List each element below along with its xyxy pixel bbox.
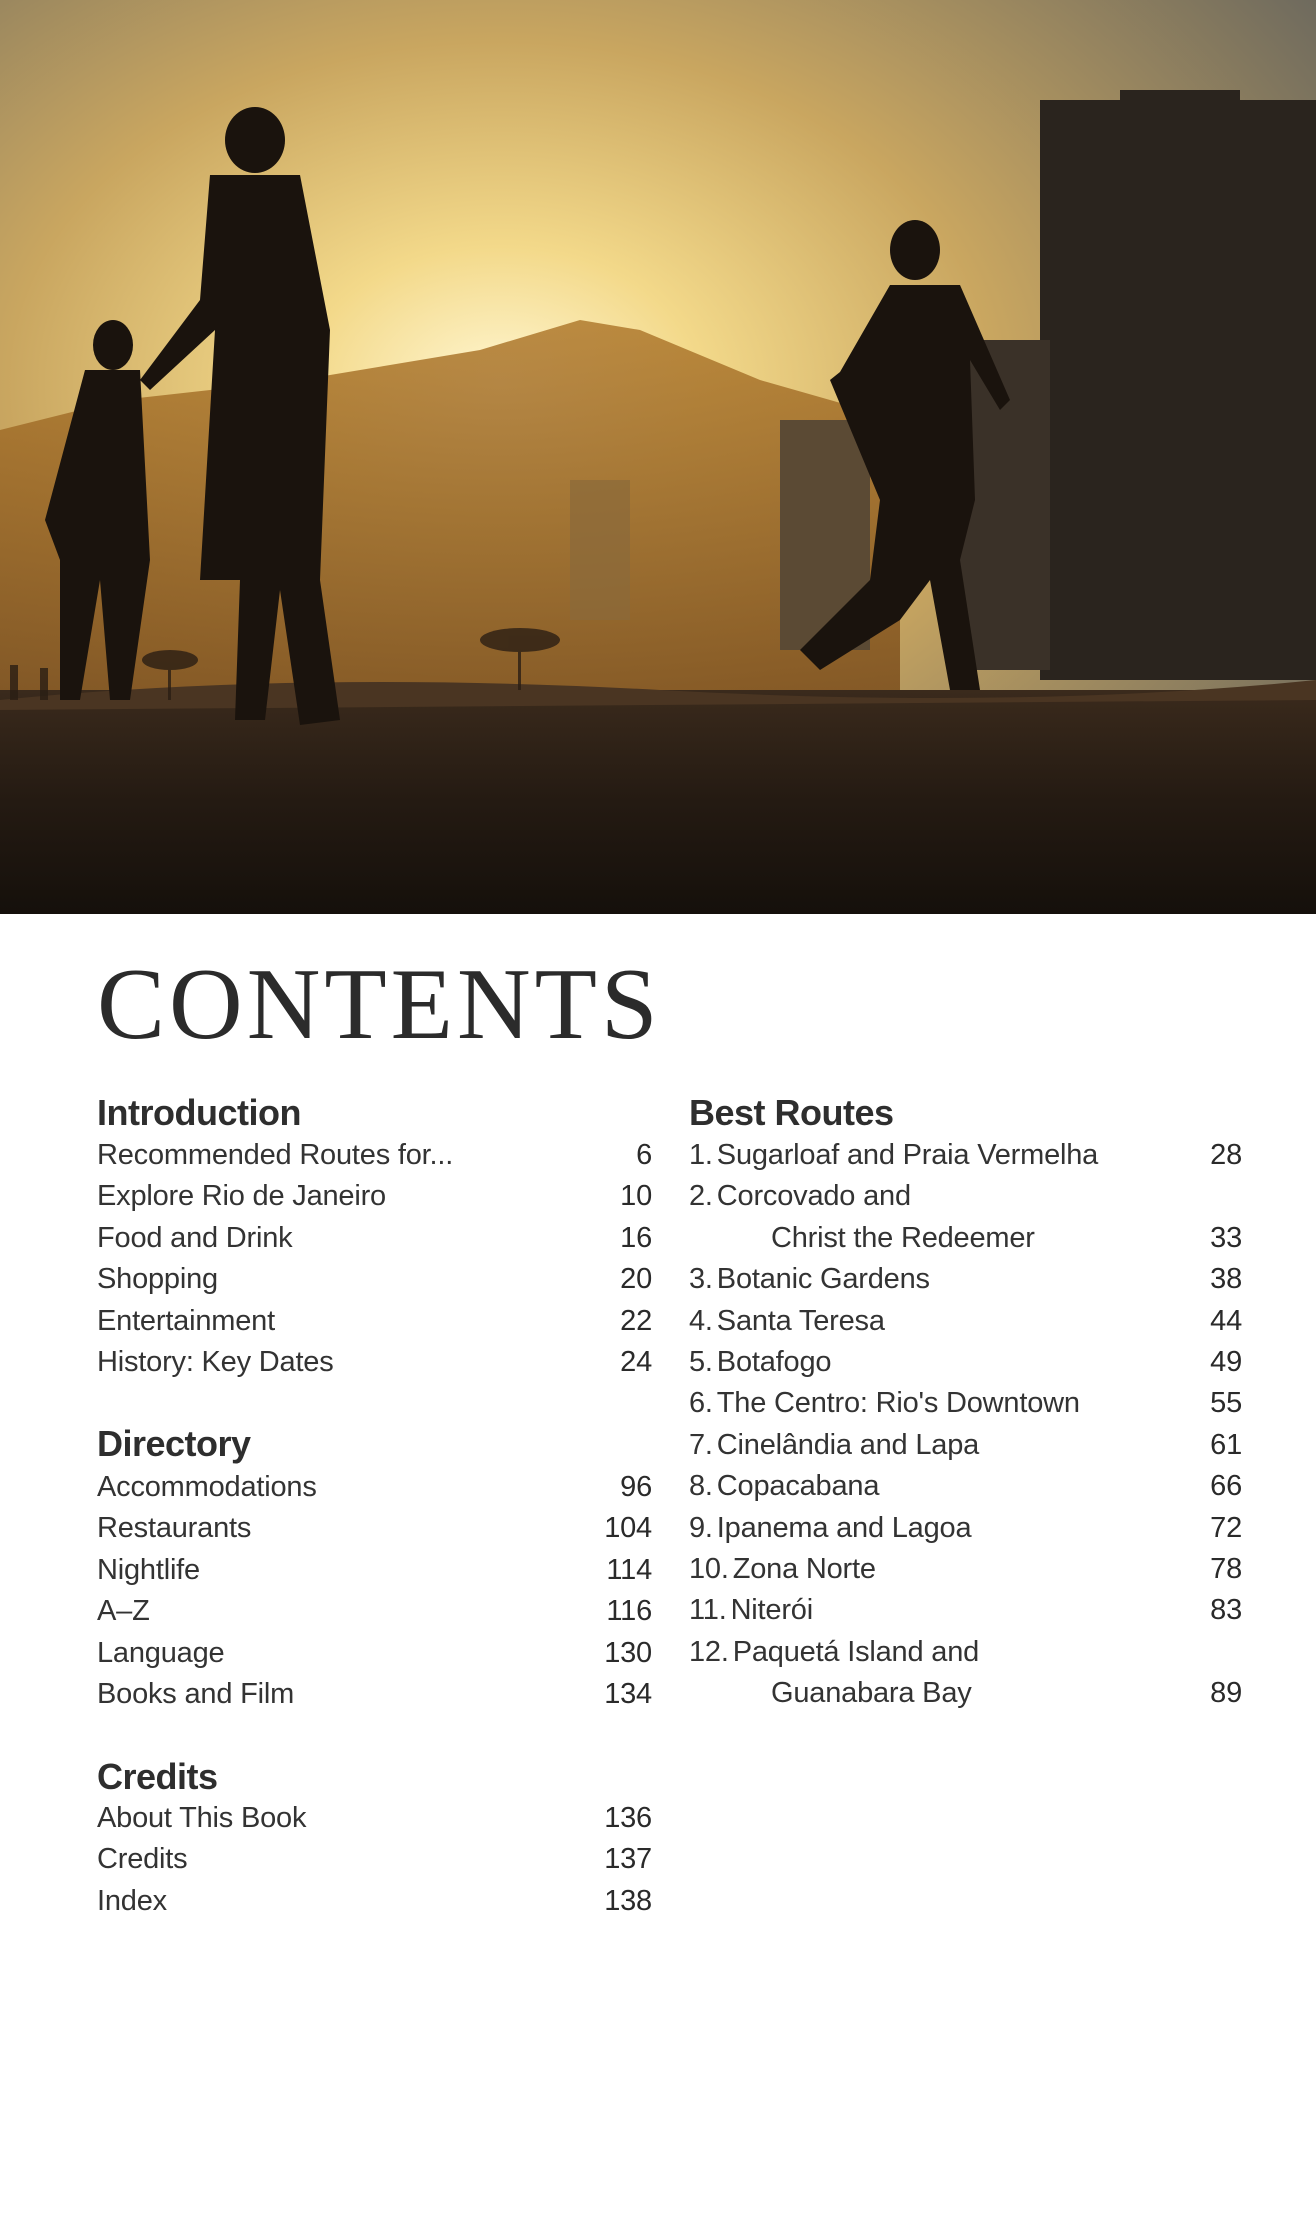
route-title: Botafogo	[716, 1346, 832, 1378]
contents-title: CONTENTS	[97, 948, 662, 1061]
toc-entry-label: Language	[97, 1636, 225, 1669]
toc-entry-label: History: Key Dates	[97, 1346, 334, 1378]
toc-page-number: 136	[604, 1802, 652, 1834]
toc-page-number: 116	[606, 1595, 652, 1628]
toc-page-number: 114	[606, 1553, 652, 1586]
route-title: Paquetá Island and	[732, 1635, 980, 1668]
toc-entry-label: Nightlife	[97, 1553, 200, 1586]
toc-page-number: 55	[1210, 1387, 1242, 1420]
toc-entry-label: Index	[97, 1884, 167, 1917]
toc-entry[interactable]	[97, 1467, 652, 1508]
toc-entry[interactable]	[689, 1508, 1242, 1549]
toc-entry[interactable]	[689, 1135, 1242, 1176]
toc-entry-label: Recommended Routes for...	[97, 1139, 454, 1171]
route-number: 1.	[689, 1139, 713, 1171]
toc-page-number: 96	[620, 1471, 652, 1503]
toc-entry[interactable]	[97, 1176, 652, 1217]
toc-page-number: 44	[1210, 1304, 1242, 1337]
route-number: 3.	[689, 1263, 713, 1296]
toc-entry[interactable]	[689, 1590, 1242, 1631]
route-number: 7.	[689, 1428, 713, 1461]
toc-page-number: 89	[1210, 1677, 1242, 1710]
route-title: Ipanema and Lagoa	[716, 1511, 972, 1544]
toc-entry-label: Food and Drink	[97, 1221, 293, 1254]
toc-page-number: 72	[1210, 1511, 1242, 1544]
toc-page-number: 49	[1210, 1346, 1242, 1378]
toc-page-number: 38	[1210, 1263, 1242, 1296]
toc-entry-label	[689, 1259, 930, 1300]
toc-entry-label	[689, 1673, 972, 1714]
toc-entry[interactable]	[689, 1549, 1242, 1590]
route-number: 11.	[689, 1594, 727, 1627]
toc-entry[interactable]	[689, 1466, 1242, 1507]
toc-entry-label: Accommodations	[97, 1471, 317, 1503]
toc-page-number: 83	[1210, 1594, 1242, 1627]
toc-entry[interactable]	[97, 1798, 652, 1839]
toc-entry[interactable]	[689, 1342, 1242, 1383]
section-heading-introduction: Introduction	[97, 1092, 301, 1133]
route-number: 10.	[689, 1553, 729, 1585]
toc-entry-label: Explore Rio de Janeiro	[97, 1180, 386, 1213]
toc-page-number: 137	[604, 1843, 652, 1876]
toc-entry-label: Credits	[97, 1843, 188, 1876]
toc-page-number: 78	[1210, 1553, 1242, 1585]
toc-entry-label	[689, 1425, 979, 1466]
route-number: 5.	[689, 1346, 713, 1378]
toc-entry-label	[689, 1218, 1035, 1259]
toc-entry[interactable]	[97, 1342, 652, 1383]
toc-entry[interactable]	[689, 1425, 1242, 1466]
toc-page-number: 10	[620, 1180, 652, 1213]
toc-page-number: 28	[1210, 1139, 1242, 1171]
toc-entry-label	[689, 1549, 876, 1590]
toc-entry[interactable]	[97, 1881, 652, 1922]
toc-page-number: 134	[604, 1678, 652, 1710]
toc-entry[interactable]	[97, 1218, 652, 1259]
toc-entry[interactable]	[689, 1673, 1242, 1714]
route-number: 4.	[689, 1304, 713, 1337]
toc-entry[interactable]	[689, 1176, 1242, 1217]
toc-entry[interactable]	[689, 1259, 1242, 1300]
toc-page-number: 61	[1210, 1428, 1242, 1461]
toc-page-number: 16	[620, 1221, 652, 1254]
toc-entry-label: Books and Film	[97, 1678, 295, 1710]
toc-entry-label	[689, 1176, 911, 1217]
toc-entry-label	[689, 1590, 813, 1631]
route-title: Corcovado and	[716, 1180, 911, 1213]
toc-entry-label	[689, 1632, 979, 1673]
toc-entry-label: A–Z	[97, 1595, 150, 1628]
toc-page-number: 20	[620, 1263, 652, 1296]
section-heading-credits: Credits	[97, 1756, 218, 1797]
toc-page-number: 66	[1210, 1470, 1242, 1503]
toc-page-number: 130	[604, 1636, 652, 1669]
route-title: Niterói	[730, 1594, 813, 1627]
toc-page-number: 22	[620, 1304, 652, 1337]
toc-page-number: 24	[620, 1346, 652, 1378]
route-title: Cinelândia and Lapa	[716, 1428, 980, 1461]
toc-page-number: 104	[604, 1512, 652, 1545]
toc-entry[interactable]	[97, 1301, 652, 1342]
toc-entry[interactable]	[689, 1301, 1242, 1342]
toc-entry[interactable]	[97, 1550, 652, 1591]
route-title: Botanic Gardens	[716, 1263, 930, 1296]
toc-page-number: 138	[604, 1884, 652, 1917]
route-number: 9.	[689, 1511, 713, 1544]
toc-entry[interactable]	[689, 1383, 1242, 1424]
toc-entry[interactable]	[97, 1839, 652, 1880]
toc-entry-label	[689, 1342, 831, 1383]
section-heading-best-routes: Best Routes	[689, 1092, 894, 1133]
route-title: The Centro: Rio's Downtown	[716, 1387, 1080, 1420]
toc-entry-label	[689, 1301, 885, 1342]
route-title: Christ the Redeemer	[771, 1221, 1035, 1254]
toc-entry-label: About This Book	[97, 1802, 307, 1834]
toc-entry[interactable]	[689, 1632, 1242, 1673]
toc-page-number: 33	[1210, 1221, 1242, 1254]
toc-entry-label	[689, 1466, 879, 1507]
toc-entry-label	[689, 1383, 1080, 1424]
toc-entry-label: Entertainment	[97, 1304, 275, 1337]
toc-entry-label: Shopping	[97, 1263, 218, 1296]
toc-entry[interactable]	[97, 1508, 652, 1549]
toc-entry-label: Restaurants	[97, 1512, 252, 1545]
route-title: Zona Norte	[732, 1553, 876, 1585]
toc-entry[interactable]	[97, 1591, 652, 1632]
route-title: Copacabana	[716, 1470, 880, 1503]
route-number: 2.	[689, 1180, 713, 1213]
route-title: Santa Teresa	[716, 1304, 885, 1337]
route-number: 6.	[689, 1387, 713, 1420]
beach-sunset-photo	[0, 0, 1316, 914]
toc-entry[interactable]	[689, 1218, 1242, 1259]
toc-entry[interactable]	[97, 1259, 652, 1300]
toc-entry-label	[689, 1508, 971, 1549]
route-number: 12.	[689, 1635, 729, 1668]
route-number: 8.	[689, 1470, 713, 1503]
toc-entry[interactable]	[97, 1674, 652, 1715]
toc-page-number: 6	[636, 1139, 652, 1171]
toc-entry-label	[689, 1135, 1098, 1176]
section-heading-directory: Directory	[97, 1423, 251, 1464]
toc-entry[interactable]	[97, 1135, 652, 1176]
toc-entry[interactable]	[97, 1633, 652, 1674]
route-title: Guanabara Bay	[771, 1677, 972, 1710]
route-title: Sugarloaf and Praia Vermelha	[716, 1139, 1099, 1171]
